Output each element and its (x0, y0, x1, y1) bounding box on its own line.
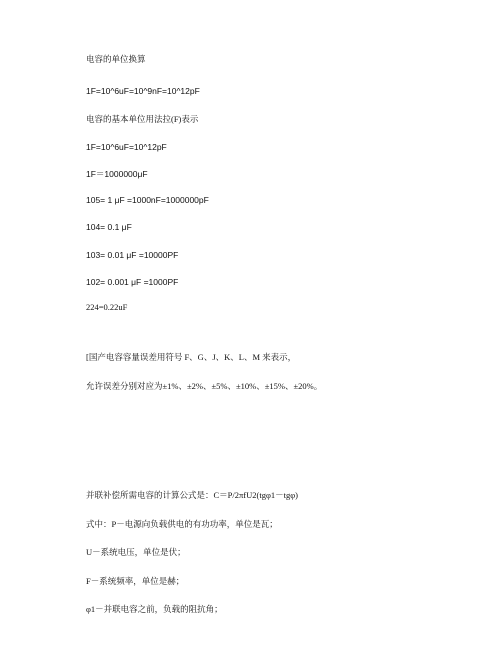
unit-conversion-line-1: 1F=10^6uF=10^9nF=10^12pF (86, 86, 200, 96)
capacitance-unit-conversion-heading: 电容的单位换算 (86, 54, 146, 64)
unit-conversion-line-3: 1F＝1000000μF (86, 169, 148, 179)
frequency-definition-line: F－系统频率，单位是赫； (86, 576, 185, 586)
code-104-line: 104= 0.1 μF (86, 222, 132, 232)
code-103-line: 103= 0.01 μF =10000PF (86, 250, 179, 260)
code-224-line: 224=0.22uF (86, 302, 128, 312)
unit-conversion-line-2: 1F=10^6uF=10^12pF (86, 142, 167, 152)
voltage-definition-line: U－系统电压，单位是伏； (86, 547, 186, 557)
basic-unit-farad-line: 电容的基本单位用法拉(F)表示 (86, 114, 199, 124)
power-definition-line: 式中：P－电源向负载供电的有功功率，单位是瓦； (86, 519, 278, 529)
tolerance-values-line: 允许误差分别对应为±1%、±2%、±5%、±10%、±15%、±20%。 (86, 381, 323, 391)
tolerance-symbols-line: [国产电容容量误差用符号 F、G、J、K、L、M 来表示， (86, 352, 297, 362)
impedance-angle-definition-line: φ1－并联电容之前，负载的阻抗角； (86, 604, 223, 614)
code-105-line: 105= 1 μF =1000nF=1000000pF (86, 195, 209, 205)
code-102-line: 102= 0.001 μF =1000PF (86, 277, 179, 287)
compensation-formula-line: 并联补偿所需电容的计算公式是：C＝P/2πfU2(tgφ1－tgφ) (86, 490, 298, 500)
